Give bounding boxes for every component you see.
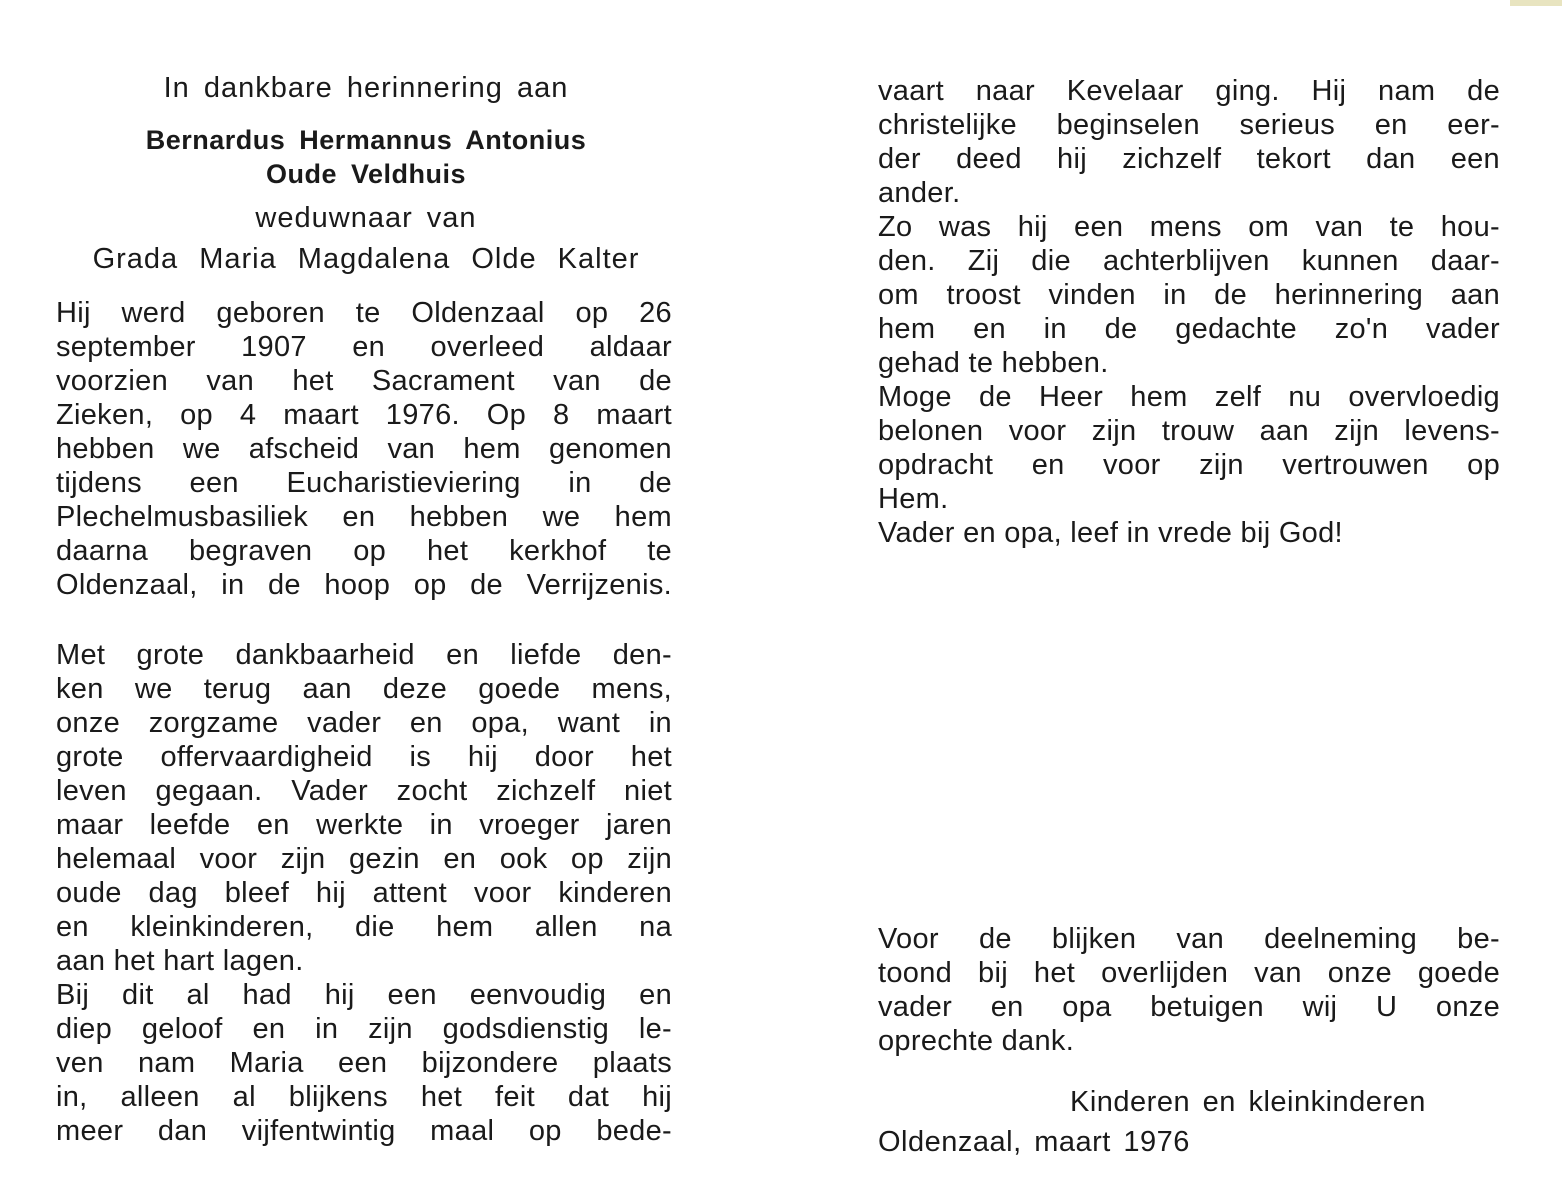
text-line: vader en opa betuigen wij U onze (878, 991, 1500, 1023)
continuation-paragraph (878, 74, 1500, 550)
birth-death-paragraph (56, 296, 672, 602)
text-line: oprechte dank. (878, 1025, 1075, 1057)
signature: Kinderen en kleinkinderen (1070, 1086, 1426, 1118)
text-line: belonen voor zijn trouw aan zijn levens- (878, 415, 1500, 447)
text-line: helemaal voor zijn gezin en ook op zijn (56, 843, 672, 875)
text-line: opdracht en voor zijn vertrouwen op (878, 449, 1500, 481)
text-line: meer dan vijfentwintig maal op bede- (56, 1115, 672, 1147)
text-line: Oldenzaal, in de hoop op de Verrijzenis. (56, 569, 672, 601)
text-line: den. Zij die achterblijven kunnen daar- (878, 245, 1500, 277)
text-line: Moge de Heer hem zelf nu overvloedig (878, 381, 1500, 413)
deceased-name-line1: Bernardus Hermannus Antonius (145, 125, 587, 155)
text-line: vaart naar Kevelaar ging. Hij nam de (878, 75, 1500, 107)
text-line: onze zorgzame vader en opa, want in (56, 707, 672, 739)
card-edge-strip (1510, 0, 1562, 6)
place-date: Oldenzaal, maart 1976 (878, 1126, 1190, 1158)
thanks-paragraph (878, 922, 1500, 1058)
text-line: Zo was hij een mens om van te hou- (878, 211, 1500, 243)
text-line: Vader en opa, leef in vrede bij God! (878, 517, 1343, 549)
text-line: maar leefde en werkte in vroeger jaren (56, 809, 672, 841)
text-line: om troost vinden in de herinnering aan (878, 279, 1500, 311)
text-line: gehad te hebben. (878, 347, 1109, 379)
text-line: hem en in de gedachte zo'n vader (878, 313, 1500, 345)
text-line: voorzien van het Sacrament van de (56, 365, 672, 397)
text-line: christelijke beginselen serieus en eer- (878, 109, 1500, 141)
text-line: der deed hij zichzelf tekort dan een (878, 143, 1500, 175)
text-line: in, alleen al blijkens het feit dat hij (56, 1081, 672, 1113)
relation-line: weduwnaar van (255, 202, 477, 234)
text-line: diep geloof en in zijn godsdienstig le- (56, 1013, 672, 1045)
intro-line: In dankbare herinnering aan (163, 72, 569, 104)
spouse-name: Grada Maria Magdalena Olde Kalter (92, 243, 640, 275)
text-line: Hem. (878, 483, 949, 515)
text-line: september 1907 en overleed aldaar (56, 331, 672, 363)
text-line: ken we terug aan deze goede mens, (56, 673, 672, 705)
text-line: aan het hart lagen. (56, 945, 304, 977)
text-line: en kleinkinderen, die hem allen na (56, 911, 672, 943)
text-line: grote offervaardigheid is hij door het (56, 741, 672, 773)
text-line: oude dag bleef hij attent voor kinderen (56, 877, 672, 909)
text-line: hebben we afscheid van hem genomen (56, 433, 672, 465)
text-line: Voor de blijken van deelneming be- (878, 923, 1500, 955)
text-line: leven gegaan. Vader zocht zichzelf niet (56, 775, 672, 807)
remembrance-paragraph (56, 638, 672, 1148)
text-line: toond bij het overlijden van onze goede (878, 957, 1500, 989)
text-line: ven nam Maria een bijzondere plaats (56, 1047, 672, 1079)
text-line: Hij werd geboren te Oldenzaal op 26 (56, 297, 672, 329)
text-line: Met grote dankbaarheid en liefde den- (56, 639, 672, 671)
text-line: daarna begraven op het kerkhof te (56, 535, 672, 567)
text-line: Bij dit al had hij een eenvoudig en (56, 979, 672, 1011)
text-line: Zieken, op 4 maart 1976. Op 8 maart (56, 399, 672, 431)
text-line: ander. (878, 177, 961, 209)
text-line: tijdens een Eucharistieviering in de (56, 467, 672, 499)
deceased-name-line2: Oude Veldhuis (265, 159, 467, 189)
text-line: Plechelmusbasiliek en hebben we hem (56, 501, 672, 533)
